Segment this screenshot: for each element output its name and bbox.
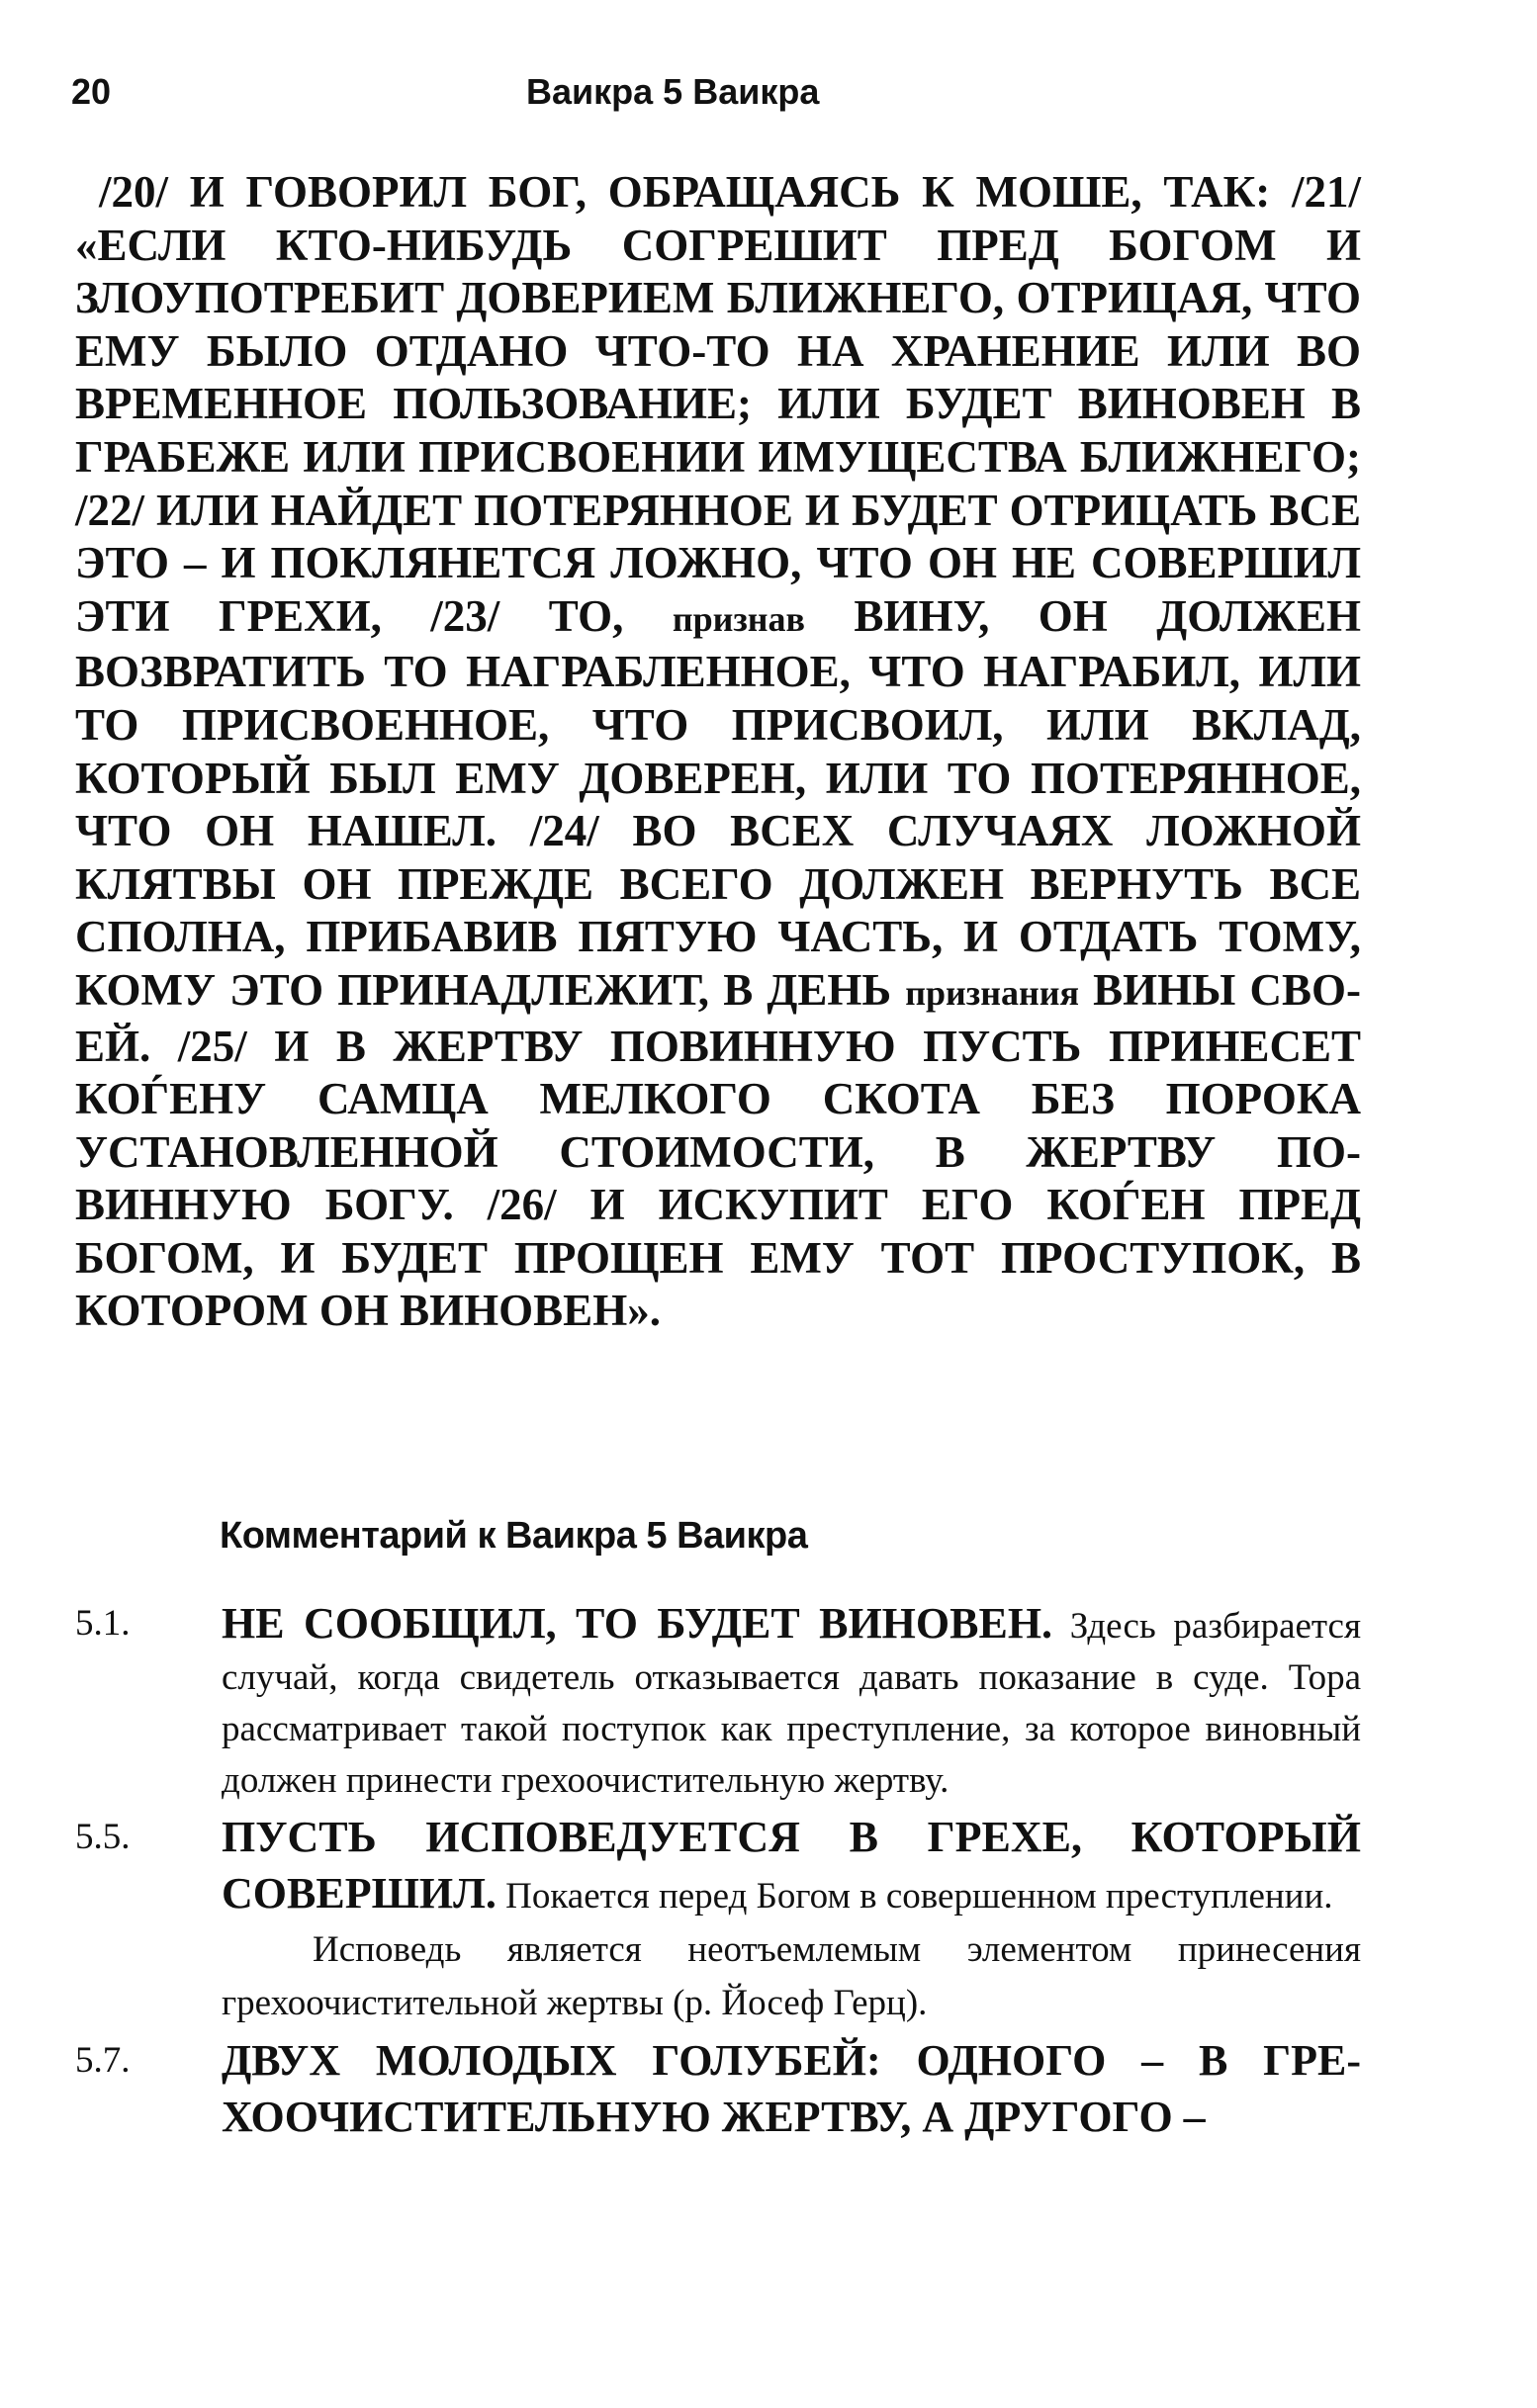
scripture-segment-small: признания [905,972,1079,1013]
scripture-segment: ВИНЫ СВОЕЙ. /25/ И В ЖЕРТВУ ПОВИННУЮ ПУСТЬ ПРИНЕСЕТ КОЃЕНУ САМЦА МЕЛКОГО СКОТА БЕЗ ПОРОКА УСТАНОВЛЕННОЙ СТОИМОСТИ, В ЖЕРТВУ ПОВИННУЮ БОГУ. /26/ И ИСКУПИТ ЕГО КОЃЕН ПРЕД БОГОМ, И БУДЕТ ПРОЩЕН ЕМУ ТОТ ПРОСТУПОК, В КОТОРОМ ОН ВИНОВЕН». [75,964,1362,1336]
scripture-segment: ВИНУ, ОН ДОЛЖЕН ВОЗВРАТИТЬ ТО НАГРАБЛЕННОЕ, ЧТО НАГРАБИЛ, ИЛИ ТО ПРИСВОЕННОЕ, ЧТО ПРИСВОИЛ, ИЛИ ВКЛАД, КОТОРЫЙ БЫЛ ЕМУ ДОВЕРЕН, ИЛИ ТО ПОТЕРЯННОЕ, ЧТО ОН НАШЕЛ. /24/ ВО ВСЕХ СЛУЧАЯХ ЛОЖНОЙ КЛЯТВЫ ОН ПРЕЖДЕ ВСЕГО ДОЛЖЕН ВЕРНУТЬ ВСЕ СПОЛНА, ПРИБАВИВ ПЯТУЮ ЧАСТЬ, И ОТДАТЬ ТОМУ, КОМУ ЭТО ПРИНАДЛЕЖИТ, В ДЕНЬ [75,590,1362,1015]
entry-lemma: ДВУХ МОЛОДЫХ ГОЛУБЕЙ: ОДНОГО – В ГРЕХООЧИСТИТЕЛЬНУЮ ЖЕРТВУ, А ДРУГОГО – [222,2036,1361,2141]
entry-number: 5.7. [75,2040,131,2081]
commentary-entry [75,2034,1361,2147]
entry-body [222,1811,1361,1923]
commentary-heading: Комментарий к Ваикра 5 Ваикра [220,1515,808,1557]
page-number: 20 [71,71,112,112]
commentary-list [75,1598,1361,2151]
entry-paragraph: Исповедь является неотъемлемым элементом принесения грехоочистительной жертвы (р. Йосеф Герц). [222,1929,1361,2023]
scripture-segment: /20/ И ГОВОРИЛ БОГ, ОБРАЩАЯСЬ К МОШЕ, ТАК: /21/ «ЕСЛИ КТО-НИБУДЬ СОГРЕШИТ ПРЕД БОГОМ И ЗЛОУПОТРЕБИТ ДОВЕРИЕМ БЛИЖНЕГО, ОТРИЦАЯ, ЧТО ЕМУ БЫЛО ОТДАНО ЧТО-ТО НА ХРАНЕНИЕ ИЛИ ВО ВРЕМЕННОЕ ПОЛЬЗОВАНИЕ; ИЛИ БУДЕТ ВИНОВЕН В ГРАБЕЖЕ ИЛИ ПРИСВОЕНИИ ИМУЩЕСТВА БЛИЖНЕГО; /22/ ИЛИ НАЙДЕТ ПОТЕРЯННОЕ И БУДЕТ ОТРИЦАТЬ ВСЕ ЭТО – И ПОКЛЯНЕТСЯ ЛОЖНО, ЧТО ОН НЕ СОВЕРШИЛ ЭТИ ГРЕХИ, /23/ ТО, [75,167,1361,641]
entry-lemma: НЕ СООБЩИЛ, ТО БУДЕТ ВИНОВЕН. [222,1599,1053,1648]
scripture-segment-small: признав [672,598,805,639]
page-header [71,71,1357,121]
entry-number: 5.5. [75,1817,131,1857]
scripture-text [75,166,1361,1338]
entry-body [222,2034,1361,2147]
entry-text: Покается перед Богом в совершенном преступлении. [505,1876,1333,1917]
entry-lemma: ПУСТЬ ИСПОВЕДУЕТСЯ В ГРЕХЕ, КОТОРЫЙ СОВЕРШИЛ. [222,1813,1361,1917]
commentary-entry [75,1811,1361,2030]
commentary-entry [75,1598,1361,1807]
entry-text: Здесь разбирается случай, когда свидетель отказывается давать показание в суде. Тора рассматривает такой поступок как преступление, за которое виновный должен принести грехоочистительную жертву. [222,1606,1361,1801]
entry-body [222,1598,1361,1807]
running-title: Ваикра 5 Ваикра [526,71,820,112]
entry-number: 5.1. [75,1603,131,1644]
